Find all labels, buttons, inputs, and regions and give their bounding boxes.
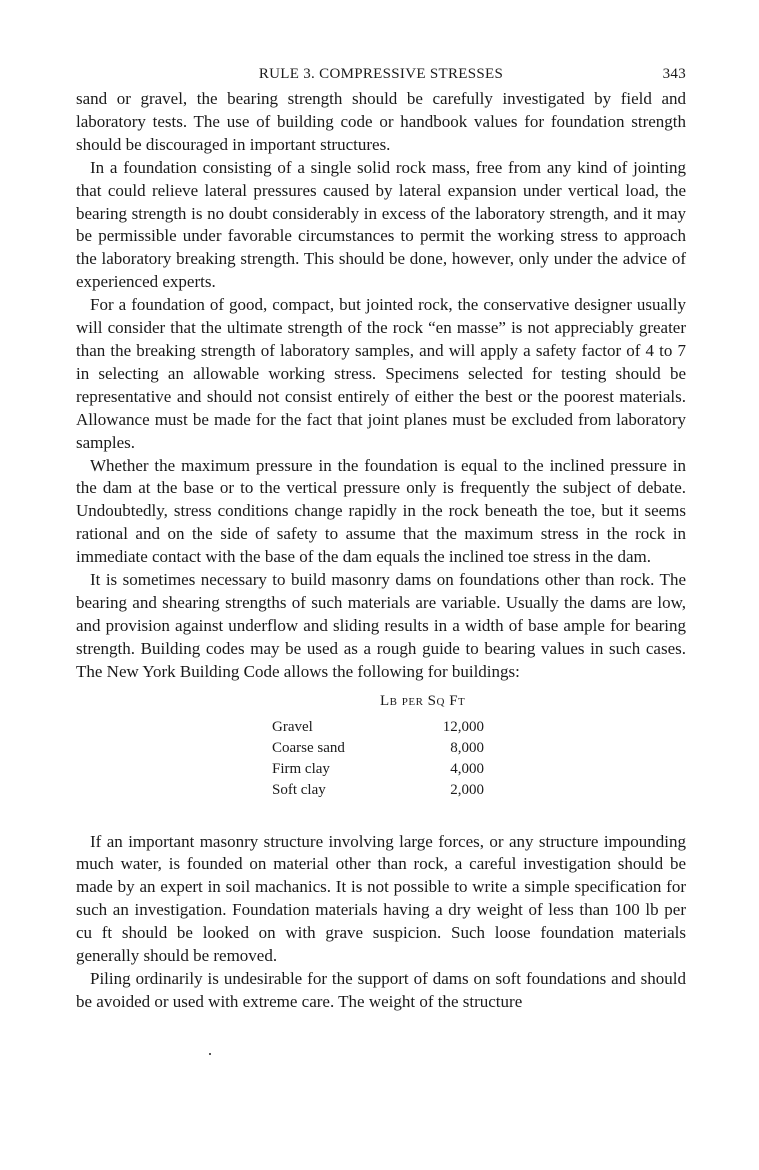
table-unit-header — [380, 693, 465, 710]
paragraph-6: If an important masonry structure involving large forces, or any structure impounding much water, is founded on material other than rock, a careful investigation should be made by an expert in soil machanics. It is not possible to write a simple specification for such an investigation. Foundation materials having a dry weight of less than 100 lb per cu ft should be looked on with grave suspicion. Such loose foundation materials generally should be removed. — [76, 831, 686, 966]
material-cell: Gravel — [272, 718, 313, 735]
bearing-table-body — [272, 717, 484, 801]
table-row — [272, 759, 484, 780]
running-title: RULE 3. COMPRESSIVE STRESSES — [258, 66, 504, 82]
bearing-values-table — [76, 693, 686, 821]
page-number: 343 — [662, 66, 686, 82]
table-row — [272, 738, 484, 759]
paragraph-7: Piling ordinarily is undesirable for the support of dams on soft foundations and should be avoided or used with extreme care. The weight of the structure — [76, 969, 686, 1011]
paragraph-1: sand or gravel, the bearing strength should be carefully investigated by field and laboratory tests. The use of building code or handbook values for foundation strength should be discouraged in important structures. — [76, 89, 686, 154]
table-row — [272, 780, 484, 801]
page-body — [76, 62, 686, 1014]
paragraph-5: It is sometimes necessary to build masonry dams on foundations other than rock. The bearing and shearing strengths of such materials are variable. Usually the dams are low, and provision against underflow and sliding results in a width of base ample for bearing strength. Building codes may be used as a rough guide to bearing values in such cases. The New York Building Code allows the following for buildings: — [76, 570, 686, 681]
paragraph-3: For a foundation of good, compact, but jointed rock, the conservative designer usually will consider that the ultimate strength of the rock “en masse” is not appreciably greater than the breaking strength of laboratory samples, and will apply a safety factor of 4 to 7 in selecting an allowable working stress. Specimens selected for testing should be representative and should not consist entirely of either the best or the poorest materials. Allowance must be made for the fact that joint planes must be excluded from laboratory samples. — [76, 295, 686, 452]
table-row — [272, 717, 484, 738]
value-cell: 8,000 — [450, 739, 484, 756]
paragraph-2: In a foundation consisting of a single solid rock mass, free from any kind of jointing that could relieve lateral pressures caused by lateral expansion under vertical load, the bearing strength is no doubt considerably in excess of the laboratory strength, and it may be permissible under favorable circumstances to permit the working stress to approach the laboratory breaking strength. This should be done, however, only under the advice of experienced experts. — [76, 157, 686, 292]
material-cell: Firm clay — [272, 760, 330, 777]
value-cell: 12,000 — [442, 718, 484, 735]
table-unit-header-text: Lb per Sq Ft — [380, 692, 466, 709]
material-cell: Soft clay — [272, 781, 326, 798]
ink-speck — [209, 1053, 211, 1055]
paragraph-4: Whether the maximum pressure in the foundation is equal to the inclined pressure in the dam at the base or to the vertical pressure only is frequently the subject of debate. Undoubtedly, stress conditions change rapidly in the rock beneath the toe, but it seems rational and on the side of safety to assume that the maximum stress in the rock in immediate contact with the base of the dam equals the inclined toe stress in the dam. — [76, 455, 686, 567]
value-cell: 2,000 — [450, 781, 484, 798]
material-cell: Coarse sand — [272, 739, 345, 756]
value-cell: 4,000 — [450, 760, 484, 777]
running-head — [76, 62, 686, 88]
